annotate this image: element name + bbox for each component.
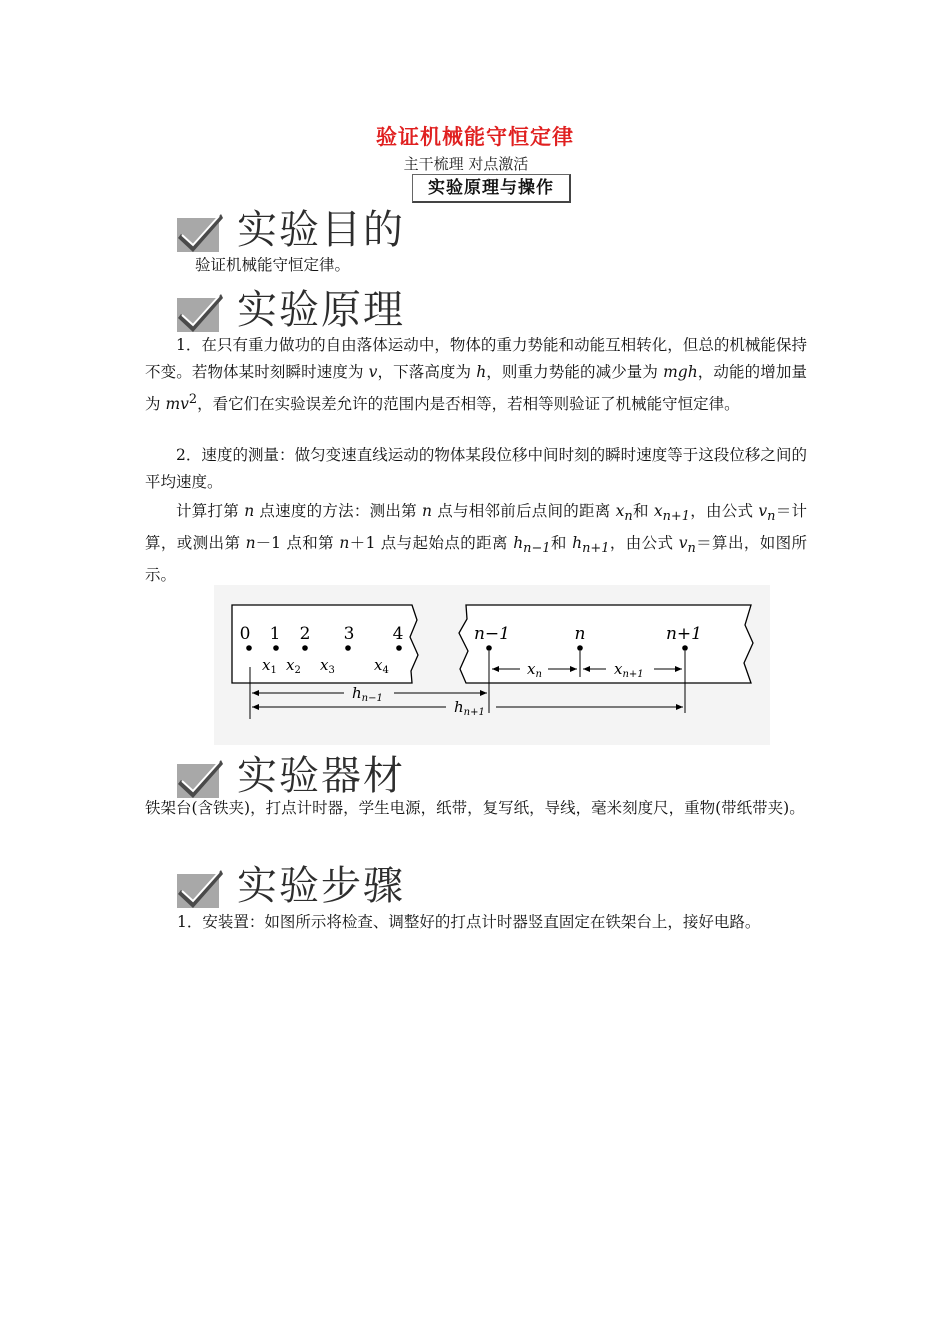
symbol-h: h bbox=[572, 534, 583, 553]
xn1-label: $x_{n+1}$ bbox=[614, 660, 644, 680]
text-run: 计算打第 bbox=[176, 502, 245, 520]
document-subtitle: 主干梳理 对点激活 bbox=[403, 155, 529, 173]
text-run: 和 bbox=[550, 534, 573, 553]
principle-paragraph-2: 2．速度的测量：做匀变速直线运动的物体某段位移中间时刻的瞬时速度等于这段位移之间的平均速度。 bbox=[145, 446, 807, 491]
symbol-h: h bbox=[513, 534, 524, 553]
check-icon bbox=[177, 868, 223, 908]
text-run: ，动能的增加量为 bbox=[145, 363, 807, 414]
text-run: ＝算出，如图所示。 bbox=[145, 534, 807, 585]
symbol-n: n bbox=[245, 534, 256, 553]
section-heading: 实验目的 bbox=[237, 207, 405, 253]
symbol-x: x bbox=[615, 502, 625, 520]
principle-paragraph-3 bbox=[145, 498, 807, 589]
subscript: n bbox=[767, 509, 776, 525]
symbol-mv: mv bbox=[165, 395, 189, 414]
symbol-n: n bbox=[339, 534, 350, 553]
tape-dot bbox=[273, 645, 279, 651]
symbol-v: v bbox=[758, 502, 768, 520]
text-run: ＝计算，或测出第 bbox=[145, 502, 807, 553]
text-run: 点速度的方法：测出第 bbox=[254, 502, 423, 520]
tape-dot bbox=[345, 645, 351, 651]
tape-dot bbox=[302, 645, 308, 651]
tape-dot bbox=[486, 645, 492, 651]
xn-label: $x_n$ bbox=[527, 660, 542, 680]
tape-dot bbox=[682, 645, 688, 651]
symbol-mgh: mgh bbox=[663, 363, 698, 381]
text-run: ＋1 点与起始点的距离 bbox=[349, 534, 514, 553]
check-icon bbox=[177, 292, 223, 332]
check-icon bbox=[177, 212, 223, 252]
check-icon bbox=[177, 758, 223, 798]
right-tape bbox=[459, 605, 753, 683]
symbol-v: v bbox=[678, 534, 688, 553]
section-header-steps bbox=[177, 856, 405, 908]
subscript: n bbox=[687, 541, 696, 557]
section-header-principle bbox=[177, 280, 405, 332]
text-run: 和 bbox=[632, 502, 654, 520]
tape-dot bbox=[246, 645, 252, 651]
subscript: n+1 bbox=[582, 541, 610, 557]
text-run: 1．在只有重力做功的自由落体运动中，物体的重力势能和动能互相转化，但总的机械能保持不变。若物体某时刻瞬时速度为 bbox=[145, 336, 807, 381]
section-header-purpose bbox=[177, 200, 405, 252]
section-heading: 实验器材 bbox=[237, 753, 405, 799]
symbol-n: n bbox=[422, 502, 433, 520]
label-n-minus-1: n−1 bbox=[473, 624, 511, 644]
h-n-plus-1-label: $h_{n+1}$ bbox=[454, 698, 485, 718]
dot-label-4: 4 bbox=[392, 624, 404, 644]
text-run: －1 点和第 bbox=[255, 534, 340, 553]
subscript: n+1 bbox=[662, 509, 690, 525]
symbol-h: h bbox=[476, 363, 487, 381]
text-run: ，由公式 bbox=[609, 534, 679, 553]
x-label: $x_2$ bbox=[286, 656, 301, 676]
symbol-v: v bbox=[368, 363, 378, 381]
subscript: n bbox=[624, 509, 633, 525]
section-header-equipment bbox=[177, 746, 405, 798]
tape-dot bbox=[577, 645, 583, 651]
section-heading: 实验步骤 bbox=[237, 863, 405, 909]
tape-dot bbox=[396, 645, 402, 651]
section-box-label: 实验原理与操作 bbox=[412, 174, 571, 203]
equipment-text: 铁架台(含铁夹)，打点计时器，学生电源，纸带，复写纸，导线，毫米刻度尺，重物(带纸带夹)。 bbox=[145, 799, 805, 817]
x-label: $x_1$ bbox=[262, 656, 277, 676]
symbol-x: x bbox=[653, 502, 663, 520]
text-run: ，由公式 bbox=[689, 502, 759, 520]
purpose-text: 验证机械能守恒定律。 bbox=[195, 256, 351, 274]
text-run: ，下落高度为 bbox=[377, 363, 477, 381]
label-n-plus-1: n+1 bbox=[665, 624, 703, 644]
dot-label-3: 3 bbox=[343, 624, 355, 644]
dot-label-2: 2 bbox=[299, 624, 311, 644]
text-run: ，则重力势能的减少量为 bbox=[486, 363, 664, 381]
dot-label-0: 0 bbox=[239, 624, 251, 644]
x-label: $x_4$ bbox=[374, 656, 389, 676]
principle-paragraph-1 bbox=[145, 332, 807, 418]
label-n: n bbox=[574, 624, 586, 644]
h-n-minus-1-label: $h_{n-1}$ bbox=[352, 684, 383, 704]
steps-text: 1．安装置：如图所示将检查、调整好的打点计时器竖直固定在铁架台上，接好电路。 bbox=[177, 913, 761, 931]
subscript: n−1 bbox=[523, 541, 551, 557]
symbol-n: n bbox=[244, 502, 255, 520]
superscript: 2 bbox=[188, 392, 198, 407]
paper-tape-figure bbox=[214, 585, 770, 745]
x-label: $x_3$ bbox=[320, 656, 335, 676]
document-title: 验证机械能守恒定律 bbox=[376, 125, 574, 149]
section-heading: 实验原理 bbox=[237, 287, 405, 333]
text-run: 点与相邻前后点间的距离 bbox=[432, 502, 616, 520]
dot-label-1: 1 bbox=[269, 624, 281, 644]
text-run: ，看它们在实验误差允许的范围内是否相等，若相等则验证了机械能守恒定律。 bbox=[197, 395, 740, 414]
